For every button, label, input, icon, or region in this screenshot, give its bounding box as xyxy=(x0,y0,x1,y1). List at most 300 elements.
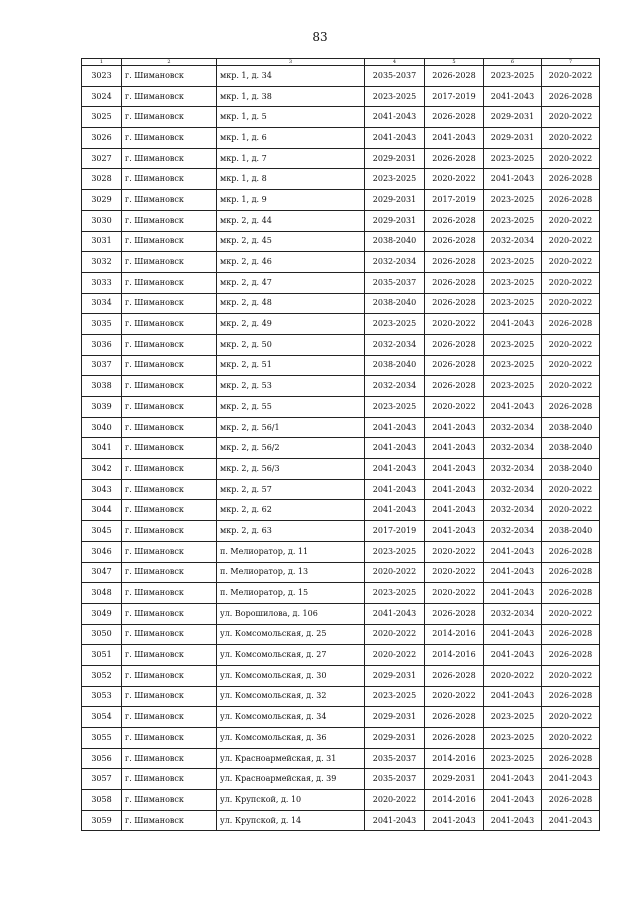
period-cell-6: 2023-2025 xyxy=(484,190,542,211)
city-cell: г. Шимановск xyxy=(122,169,217,190)
address-cell: ул. Комсомольская, д. 34 xyxy=(217,707,365,728)
row-number: 3024 xyxy=(82,86,122,107)
period-cell-5: 2026-2028 xyxy=(425,272,484,293)
period-cell-6: 2023-2025 xyxy=(484,748,542,769)
table-row xyxy=(82,148,600,169)
period-cell-6: 2023-2025 xyxy=(484,334,542,355)
period-cell-6: 2032-2034 xyxy=(484,459,542,480)
period-cell-6: 2023-2025 xyxy=(484,728,542,749)
period-cell-4: 2029-2031 xyxy=(365,728,425,749)
period-cell-4: 2023-2025 xyxy=(365,397,425,418)
period-cell-6: 2029-2031 xyxy=(484,128,542,149)
address-cell: мкр. 2, д. 56/2 xyxy=(217,438,365,459)
period-cell-4: 2029-2031 xyxy=(365,190,425,211)
table-row xyxy=(82,790,600,811)
period-cell-4: 2041-2043 xyxy=(365,459,425,480)
period-cell-7: 2026-2028 xyxy=(542,748,600,769)
table-row xyxy=(82,645,600,666)
table-row xyxy=(82,252,600,273)
period-cell-5: 2014-2016 xyxy=(425,790,484,811)
period-cell-5: 2026-2028 xyxy=(425,66,484,87)
address-cell: мкр. 1, д. 5 xyxy=(217,107,365,128)
period-cell-7: 2020-2022 xyxy=(542,231,600,252)
period-cell-5: 2020-2022 xyxy=(425,686,484,707)
city-cell: г. Шимановск xyxy=(122,272,217,293)
period-cell-7: 2026-2028 xyxy=(542,624,600,645)
period-cell-4: 2023-2025 xyxy=(365,686,425,707)
period-cell-6: 2023-2025 xyxy=(484,252,542,273)
table-row xyxy=(82,583,600,604)
table-row xyxy=(82,210,600,231)
table-row xyxy=(82,86,600,107)
city-cell: г. Шимановск xyxy=(122,128,217,149)
period-cell-5: 2026-2028 xyxy=(425,728,484,749)
address-cell: ул. Красноармейская, д. 31 xyxy=(217,748,365,769)
row-number: 3032 xyxy=(82,252,122,273)
address-cell: мкр. 2, д. 46 xyxy=(217,252,365,273)
period-cell-5: 2017-2019 xyxy=(425,86,484,107)
row-number: 3042 xyxy=(82,459,122,480)
table-row xyxy=(82,169,600,190)
city-cell: г. Шимановск xyxy=(122,645,217,666)
column-number: 7 xyxy=(542,59,600,66)
city-cell: г. Шимановск xyxy=(122,376,217,397)
period-cell-7: 2020-2022 xyxy=(542,107,600,128)
period-cell-6: 2023-2025 xyxy=(484,66,542,87)
housing-schedule-table xyxy=(81,58,600,831)
city-cell: г. Шимановск xyxy=(122,479,217,500)
period-cell-6: 2041-2043 xyxy=(484,624,542,645)
row-number: 3035 xyxy=(82,314,122,335)
row-number: 3045 xyxy=(82,521,122,542)
row-number: 3046 xyxy=(82,541,122,562)
row-number: 3049 xyxy=(82,603,122,624)
page-number: 83 xyxy=(312,30,328,44)
address-cell: мкр. 2, д. 47 xyxy=(217,272,365,293)
row-number: 3044 xyxy=(82,500,122,521)
period-cell-6: 2041-2043 xyxy=(484,562,542,583)
address-cell: мкр. 1, д. 34 xyxy=(217,66,365,87)
address-cell: мкр. 1, д. 38 xyxy=(217,86,365,107)
city-cell: г. Шимановск xyxy=(122,252,217,273)
city-cell: г. Шимановск xyxy=(122,314,217,335)
column-number: 1 xyxy=(82,59,122,66)
row-number: 3031 xyxy=(82,231,122,252)
period-cell-4: 2020-2022 xyxy=(365,790,425,811)
address-cell: мкр. 2, д. 51 xyxy=(217,355,365,376)
table-row xyxy=(82,500,600,521)
period-cell-5: 2020-2022 xyxy=(425,314,484,335)
city-cell: г. Шимановск xyxy=(122,562,217,583)
city-cell: г. Шимановск xyxy=(122,148,217,169)
period-cell-6: 2041-2043 xyxy=(484,314,542,335)
period-cell-5: 2026-2028 xyxy=(425,355,484,376)
address-cell: мкр. 2, д. 50 xyxy=(217,334,365,355)
period-cell-4: 2023-2025 xyxy=(365,169,425,190)
city-cell: г. Шимановск xyxy=(122,810,217,831)
row-number: 3038 xyxy=(82,376,122,397)
city-cell: г. Шимановск xyxy=(122,603,217,624)
city-cell: г. Шимановск xyxy=(122,686,217,707)
table-row xyxy=(82,541,600,562)
city-cell: г. Шимановск xyxy=(122,438,217,459)
row-number: 3059 xyxy=(82,810,122,831)
table-row xyxy=(82,728,600,749)
address-cell: мкр. 1, д. 7 xyxy=(217,148,365,169)
period-cell-4: 2035-2037 xyxy=(365,769,425,790)
period-cell-7: 2020-2022 xyxy=(542,66,600,87)
table-row xyxy=(82,293,600,314)
period-cell-6: 2032-2034 xyxy=(484,438,542,459)
period-cell-6: 2023-2025 xyxy=(484,148,542,169)
period-cell-7: 2020-2022 xyxy=(542,500,600,521)
row-number: 3041 xyxy=(82,438,122,459)
row-number: 3043 xyxy=(82,479,122,500)
period-cell-4: 2020-2022 xyxy=(365,562,425,583)
period-cell-5: 2017-2019 xyxy=(425,190,484,211)
period-cell-4: 2041-2043 xyxy=(365,500,425,521)
row-number: 3040 xyxy=(82,417,122,438)
period-cell-4: 2038-2040 xyxy=(365,231,425,252)
period-cell-4: 2020-2022 xyxy=(365,624,425,645)
column-number: 3 xyxy=(217,59,365,66)
period-cell-7: 2020-2022 xyxy=(542,293,600,314)
row-number: 3023 xyxy=(82,66,122,87)
table-row xyxy=(82,665,600,686)
table-row xyxy=(82,355,600,376)
period-cell-6: 2032-2034 xyxy=(484,417,542,438)
period-cell-5: 2041-2043 xyxy=(425,128,484,149)
period-cell-5: 2026-2028 xyxy=(425,334,484,355)
table-row xyxy=(82,272,600,293)
address-cell: ул. Комсомольская, д. 27 xyxy=(217,645,365,666)
period-cell-5: 2020-2022 xyxy=(425,169,484,190)
table-row xyxy=(82,769,600,790)
address-cell: ул. Ворошилова, д. 106 xyxy=(217,603,365,624)
row-number: 3037 xyxy=(82,355,122,376)
column-number: 2 xyxy=(122,59,217,66)
table-row xyxy=(82,810,600,831)
address-cell: мкр. 2, д. 48 xyxy=(217,293,365,314)
row-number: 3056 xyxy=(82,748,122,769)
period-cell-4: 2023-2025 xyxy=(365,86,425,107)
address-cell: ул. Красноармейская, д. 39 xyxy=(217,769,365,790)
city-cell: г. Шимановск xyxy=(122,769,217,790)
column-number: 6 xyxy=(484,59,542,66)
city-cell: г. Шимановск xyxy=(122,334,217,355)
address-cell: мкр. 2, д. 56/1 xyxy=(217,417,365,438)
period-cell-4: 2023-2025 xyxy=(365,541,425,562)
period-cell-7: 2020-2022 xyxy=(542,376,600,397)
table-row xyxy=(82,459,600,480)
period-cell-5: 2026-2028 xyxy=(425,148,484,169)
period-cell-4: 2029-2031 xyxy=(365,707,425,728)
address-cell: мкр. 1, д. 9 xyxy=(217,190,365,211)
city-cell: г. Шимановск xyxy=(122,190,217,211)
period-cell-5: 2020-2022 xyxy=(425,397,484,418)
address-cell: мкр. 2, д. 57 xyxy=(217,479,365,500)
city-cell: г. Шимановск xyxy=(122,541,217,562)
period-cell-4: 2041-2043 xyxy=(365,479,425,500)
city-cell: г. Шимановск xyxy=(122,665,217,686)
period-cell-6: 2041-2043 xyxy=(484,810,542,831)
period-cell-7: 2020-2022 xyxy=(542,252,600,273)
address-cell: мкр. 2, д. 63 xyxy=(217,521,365,542)
column-number-row xyxy=(82,59,600,66)
period-cell-6: 2023-2025 xyxy=(484,707,542,728)
address-cell: мкр. 2, д. 62 xyxy=(217,500,365,521)
period-cell-6: 2023-2025 xyxy=(484,210,542,231)
table-row xyxy=(82,479,600,500)
period-cell-5: 2026-2028 xyxy=(425,707,484,728)
row-number: 3057 xyxy=(82,769,122,790)
period-cell-5: 2014-2016 xyxy=(425,748,484,769)
period-cell-6: 2041-2043 xyxy=(484,397,542,418)
address-cell: п. Мелиоратор, д. 13 xyxy=(217,562,365,583)
period-cell-6: 2041-2043 xyxy=(484,769,542,790)
period-cell-5: 2041-2043 xyxy=(425,459,484,480)
period-cell-6: 2041-2043 xyxy=(484,583,542,604)
period-cell-5: 2041-2043 xyxy=(425,417,484,438)
period-cell-4: 2029-2031 xyxy=(365,210,425,231)
period-cell-6: 2029-2031 xyxy=(484,107,542,128)
period-cell-7: 2026-2028 xyxy=(542,190,600,211)
city-cell: г. Шимановск xyxy=(122,210,217,231)
period-cell-5: 2041-2043 xyxy=(425,438,484,459)
column-number: 4 xyxy=(365,59,425,66)
period-cell-4: 2041-2043 xyxy=(365,128,425,149)
address-cell: мкр. 2, д. 49 xyxy=(217,314,365,335)
city-cell: г. Шимановск xyxy=(122,707,217,728)
period-cell-6: 2032-2034 xyxy=(484,231,542,252)
period-cell-6: 2041-2043 xyxy=(484,790,542,811)
period-cell-4: 2032-2034 xyxy=(365,334,425,355)
city-cell: г. Шимановск xyxy=(122,231,217,252)
city-cell: г. Шимановск xyxy=(122,355,217,376)
row-number: 3053 xyxy=(82,686,122,707)
period-cell-7: 2020-2022 xyxy=(542,355,600,376)
row-number: 3029 xyxy=(82,190,122,211)
period-cell-5: 2026-2028 xyxy=(425,665,484,686)
address-cell: мкр. 2, д. 56/3 xyxy=(217,459,365,480)
period-cell-4: 2029-2031 xyxy=(365,665,425,686)
period-cell-7: 2026-2028 xyxy=(542,397,600,418)
period-cell-4: 2023-2025 xyxy=(365,314,425,335)
period-cell-4: 2032-2034 xyxy=(365,376,425,397)
address-cell: ул. Комсомольская, д. 32 xyxy=(217,686,365,707)
address-cell: ул. Крупской, д. 10 xyxy=(217,790,365,811)
table-row xyxy=(82,417,600,438)
city-cell: г. Шимановск xyxy=(122,728,217,749)
table-row xyxy=(82,66,600,87)
table-row xyxy=(82,521,600,542)
period-cell-6: 2032-2034 xyxy=(484,603,542,624)
period-cell-5: 2041-2043 xyxy=(425,500,484,521)
address-cell: мкр. 2, д. 44 xyxy=(217,210,365,231)
table-row xyxy=(82,314,600,335)
period-cell-4: 2020-2022 xyxy=(365,645,425,666)
row-number: 3047 xyxy=(82,562,122,583)
period-cell-4: 2029-2031 xyxy=(365,148,425,169)
table-row xyxy=(82,231,600,252)
period-cell-5: 2014-2016 xyxy=(425,645,484,666)
row-number: 3036 xyxy=(82,334,122,355)
period-cell-4: 2032-2034 xyxy=(365,252,425,273)
period-cell-6: 2023-2025 xyxy=(484,355,542,376)
row-number: 3054 xyxy=(82,707,122,728)
row-number: 3034 xyxy=(82,293,122,314)
address-cell: ул. Комсомольская, д. 25 xyxy=(217,624,365,645)
city-cell: г. Шимановск xyxy=(122,790,217,811)
city-cell: г. Шимановск xyxy=(122,107,217,128)
period-cell-6: 2041-2043 xyxy=(484,645,542,666)
period-cell-7: 2041-2043 xyxy=(542,810,600,831)
period-cell-5: 2041-2043 xyxy=(425,521,484,542)
period-cell-4: 2041-2043 xyxy=(365,417,425,438)
period-cell-6: 2023-2025 xyxy=(484,376,542,397)
table-row xyxy=(82,562,600,583)
period-cell-6: 2041-2043 xyxy=(484,541,542,562)
period-cell-6: 2032-2034 xyxy=(484,479,542,500)
table-row xyxy=(82,334,600,355)
period-cell-7: 2020-2022 xyxy=(542,707,600,728)
period-cell-7: 2026-2028 xyxy=(542,314,600,335)
period-cell-6: 2041-2043 xyxy=(484,86,542,107)
city-cell: г. Шимановск xyxy=(122,521,217,542)
period-cell-5: 2026-2028 xyxy=(425,376,484,397)
period-cell-5: 2026-2028 xyxy=(425,293,484,314)
period-cell-5: 2020-2022 xyxy=(425,583,484,604)
period-cell-7: 2026-2028 xyxy=(542,541,600,562)
period-cell-7: 2020-2022 xyxy=(542,334,600,355)
address-cell: мкр. 2, д. 55 xyxy=(217,397,365,418)
period-cell-7: 2026-2028 xyxy=(542,169,600,190)
table-row xyxy=(82,438,600,459)
period-cell-7: 2038-2040 xyxy=(542,438,600,459)
period-cell-6: 2020-2022 xyxy=(484,665,542,686)
period-cell-5: 2026-2028 xyxy=(425,107,484,128)
address-cell: ул. Комсомольская, д. 36 xyxy=(217,728,365,749)
address-cell: п. Мелиоратор, д. 15 xyxy=(217,583,365,604)
period-cell-5: 2026-2028 xyxy=(425,252,484,273)
table-row xyxy=(82,603,600,624)
period-cell-5: 2014-2016 xyxy=(425,624,484,645)
city-cell: г. Шимановск xyxy=(122,397,217,418)
table-row xyxy=(82,707,600,728)
table-row xyxy=(82,397,600,418)
period-cell-7: 2026-2028 xyxy=(542,86,600,107)
row-number: 3055 xyxy=(82,728,122,749)
period-cell-7: 2020-2022 xyxy=(542,272,600,293)
period-cell-5: 2026-2028 xyxy=(425,210,484,231)
period-cell-5: 2026-2028 xyxy=(425,231,484,252)
period-cell-7: 2026-2028 xyxy=(542,583,600,604)
row-number: 3025 xyxy=(82,107,122,128)
table-row xyxy=(82,748,600,769)
city-cell: г. Шимановск xyxy=(122,500,217,521)
period-cell-7: 2038-2040 xyxy=(542,417,600,438)
row-number: 3051 xyxy=(82,645,122,666)
table-row xyxy=(82,624,600,645)
period-cell-5: 2029-2031 xyxy=(425,769,484,790)
row-number: 3026 xyxy=(82,128,122,149)
city-cell: г. Шимановск xyxy=(122,66,217,87)
period-cell-6: 2023-2025 xyxy=(484,272,542,293)
address-cell: ул. Комсомольская, д. 30 xyxy=(217,665,365,686)
period-cell-6: 2041-2043 xyxy=(484,686,542,707)
period-cell-4: 2035-2037 xyxy=(365,66,425,87)
period-cell-6: 2032-2034 xyxy=(484,500,542,521)
period-cell-4: 2038-2040 xyxy=(365,293,425,314)
row-number: 3028 xyxy=(82,169,122,190)
address-cell: мкр. 2, д. 45 xyxy=(217,231,365,252)
period-cell-5: 2020-2022 xyxy=(425,562,484,583)
period-cell-4: 2041-2043 xyxy=(365,810,425,831)
city-cell: г. Шимановск xyxy=(122,748,217,769)
period-cell-7: 2026-2028 xyxy=(542,645,600,666)
period-cell-7: 2020-2022 xyxy=(542,210,600,231)
period-cell-5: 2041-2043 xyxy=(425,810,484,831)
period-cell-4: 2035-2037 xyxy=(365,748,425,769)
city-cell: г. Шимановск xyxy=(122,583,217,604)
period-cell-4: 2017-2019 xyxy=(365,521,425,542)
period-cell-5: 2041-2043 xyxy=(425,479,484,500)
period-cell-7: 2020-2022 xyxy=(542,148,600,169)
address-cell: п. Мелиоратор, д. 11 xyxy=(217,541,365,562)
period-cell-7: 2020-2022 xyxy=(542,128,600,149)
period-cell-4: 2041-2043 xyxy=(365,603,425,624)
period-cell-7: 2041-2043 xyxy=(542,769,600,790)
city-cell: г. Шимановск xyxy=(122,86,217,107)
period-cell-4: 2038-2040 xyxy=(365,355,425,376)
city-cell: г. Шимановск xyxy=(122,293,217,314)
city-cell: г. Шимановск xyxy=(122,417,217,438)
period-cell-5: 2026-2028 xyxy=(425,603,484,624)
row-number: 3050 xyxy=(82,624,122,645)
row-number: 3048 xyxy=(82,583,122,604)
period-cell-7: 2026-2028 xyxy=(542,562,600,583)
row-number: 3058 xyxy=(82,790,122,811)
city-cell: г. Шимановск xyxy=(122,624,217,645)
period-cell-7: 2026-2028 xyxy=(542,790,600,811)
address-cell: ул. Крупской, д. 14 xyxy=(217,810,365,831)
table-row xyxy=(82,107,600,128)
period-cell-4: 2041-2043 xyxy=(365,107,425,128)
period-cell-7: 2026-2028 xyxy=(542,686,600,707)
period-cell-4: 2035-2037 xyxy=(365,272,425,293)
period-cell-4: 2041-2043 xyxy=(365,438,425,459)
table-row xyxy=(82,128,600,149)
period-cell-7: 2020-2022 xyxy=(542,479,600,500)
address-cell: мкр. 2, д. 53 xyxy=(217,376,365,397)
table-row xyxy=(82,376,600,397)
city-cell: г. Шимановск xyxy=(122,459,217,480)
row-number: 3039 xyxy=(82,397,122,418)
row-number: 3033 xyxy=(82,272,122,293)
row-number: 3052 xyxy=(82,665,122,686)
period-cell-6: 2041-2043 xyxy=(484,169,542,190)
period-cell-7: 2020-2022 xyxy=(542,665,600,686)
period-cell-4: 2023-2025 xyxy=(365,583,425,604)
period-cell-7: 2038-2040 xyxy=(542,459,600,480)
address-cell: мкр. 1, д. 8 xyxy=(217,169,365,190)
period-cell-7: 2020-2022 xyxy=(542,728,600,749)
table-row xyxy=(82,686,600,707)
row-number: 3030 xyxy=(82,210,122,231)
period-cell-6: 2023-2025 xyxy=(484,293,542,314)
period-cell-6: 2032-2034 xyxy=(484,521,542,542)
period-cell-5: 2020-2022 xyxy=(425,541,484,562)
